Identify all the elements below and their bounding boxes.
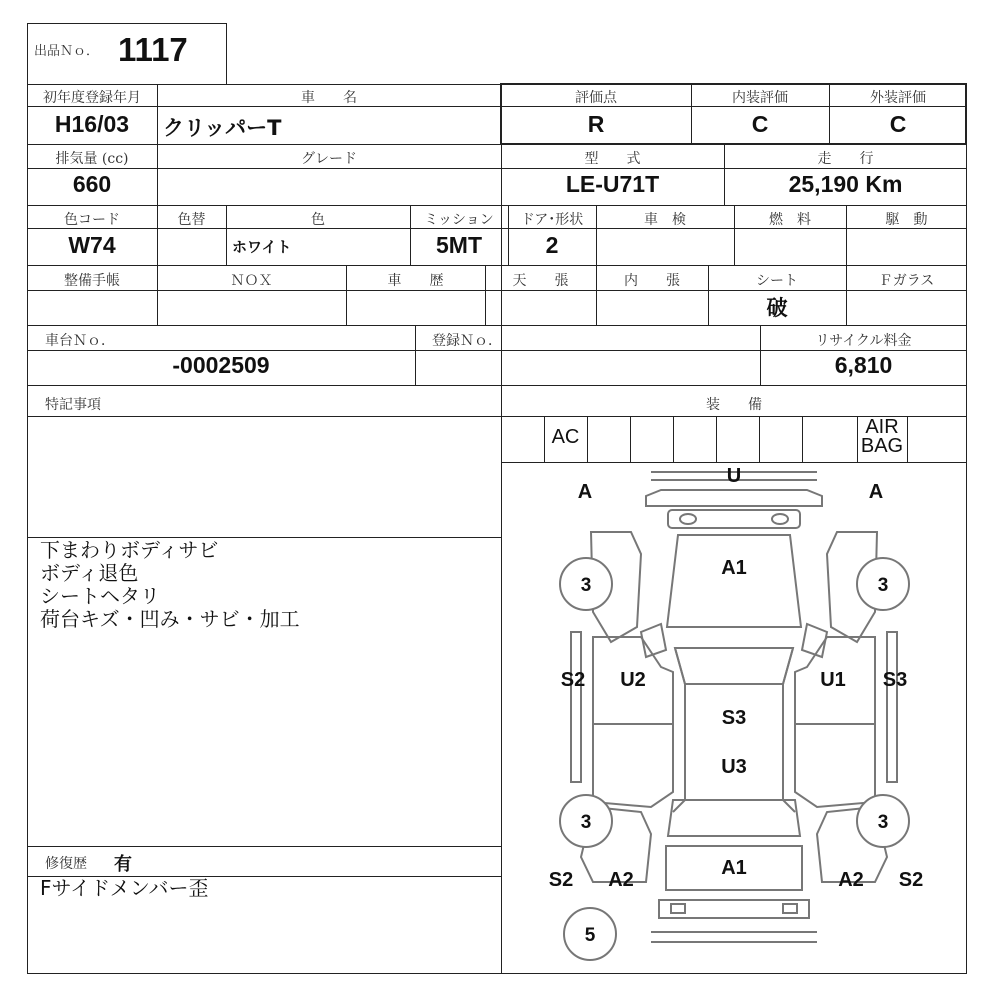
recycle-fee-label: リサイクル料金 xyxy=(815,333,912,349)
mission-value: 5MT xyxy=(436,232,482,258)
car-name-label: 車 名 xyxy=(301,90,357,106)
door-label: ドア･形状 xyxy=(520,212,584,228)
damage-mark: S2 xyxy=(548,869,574,891)
equipment-airbag: AIR BAG xyxy=(860,416,904,457)
damage-mark: A xyxy=(577,481,593,503)
exterior-label: 外装評価 xyxy=(870,90,926,106)
seat-value: 破 xyxy=(766,296,788,320)
reg-date-label: 初年度登録年月 xyxy=(43,90,141,106)
reg-date-value: H16/03 xyxy=(54,111,130,137)
recycle-fee-value: 6,810 xyxy=(834,352,893,378)
damage-mark: A2 xyxy=(838,869,864,891)
tire-label: 5 xyxy=(584,925,596,946)
roof-label: 天 張 xyxy=(512,273,569,289)
damage-mark: S2 xyxy=(898,869,924,891)
displacement-value: 660 xyxy=(72,171,112,197)
damage-mark: S2 xyxy=(560,669,586,691)
damage-mark: A2 xyxy=(608,869,634,891)
lot-number: 1117 xyxy=(118,31,188,68)
damage-mark: U2 xyxy=(620,669,646,691)
exterior-value: C xyxy=(889,111,907,137)
note-line: ボディ退色 xyxy=(40,561,139,585)
car-name-value: クリッパーT xyxy=(163,116,282,140)
displacement-label: 排気量 (cc) xyxy=(55,151,129,167)
lot-label: 出品Ｎｏ． xyxy=(34,44,100,59)
damage-mark: A1 xyxy=(721,857,747,879)
equipment-ac: AC xyxy=(551,426,580,448)
tire-label: 3 xyxy=(580,575,592,596)
tire-label: 3 xyxy=(877,812,889,833)
notes-label: 特記事項 xyxy=(45,397,101,413)
damage-mark: A1 xyxy=(721,557,747,579)
grade-label: グレード xyxy=(301,151,357,167)
seat-label: シート xyxy=(756,273,798,289)
interior-label: 内装評価 xyxy=(732,90,788,106)
mileage-label: 走 行 xyxy=(817,151,874,167)
repaint-label: 色替 xyxy=(177,212,206,228)
repair-detail: Fサイドメンバー歪 xyxy=(40,876,209,900)
nox-label: ＮＯＸ xyxy=(230,273,273,289)
damage-mark: S3 xyxy=(721,707,747,729)
repair-value: 有 xyxy=(114,854,132,875)
interior-value: C xyxy=(751,111,769,137)
inspection-label: 車 検 xyxy=(644,212,686,228)
chassis-value: -0002509 xyxy=(172,352,270,378)
note-line: シートヘタリ xyxy=(40,584,160,608)
maintenance-label: 整備手帳 xyxy=(64,273,120,289)
model-label: 型 式 xyxy=(584,151,641,167)
history-label: 車 歴 xyxy=(387,273,444,289)
tire-label: 3 xyxy=(877,575,889,596)
score-label: 評価点 xyxy=(575,90,617,106)
damage-mark: S3 xyxy=(882,669,908,691)
damage-mark: U1 xyxy=(820,669,846,691)
note-line: 下まわりボディサビ xyxy=(40,538,219,562)
drive-label: 駆 動 xyxy=(885,212,928,228)
registration-no-label: 登録Ｎｏ． xyxy=(432,333,502,349)
front-glass-label: Ｆガラス xyxy=(878,273,935,289)
model-value: LE-U71T xyxy=(565,171,660,197)
repair-label: 修復歴 xyxy=(45,856,87,872)
color-code-label: 色コード xyxy=(64,212,120,228)
damage-mark: U3 xyxy=(721,756,747,778)
color-label: 色 xyxy=(311,212,325,228)
mission-label: ミッション xyxy=(424,212,494,228)
chassis-label: 車台Ｎｏ． xyxy=(45,333,115,349)
damage-mark: U xyxy=(726,465,742,487)
car-diagram xyxy=(501,462,967,974)
door-value: 2 xyxy=(545,232,559,258)
color-code-value: W74 xyxy=(68,232,116,258)
color-value: ホワイト xyxy=(232,238,292,256)
inner-label: 内 張 xyxy=(624,273,680,289)
score-value: R xyxy=(587,111,605,137)
damage-mark: A xyxy=(868,481,884,503)
fuel-label: 燃 料 xyxy=(769,212,811,228)
mileage-value: 25,190 Km xyxy=(788,171,903,197)
equipment-label: 装 備 xyxy=(706,397,762,413)
note-line: 荷台キズ・凹み・サビ・加工 xyxy=(40,607,300,631)
tire-label: 3 xyxy=(580,812,592,833)
